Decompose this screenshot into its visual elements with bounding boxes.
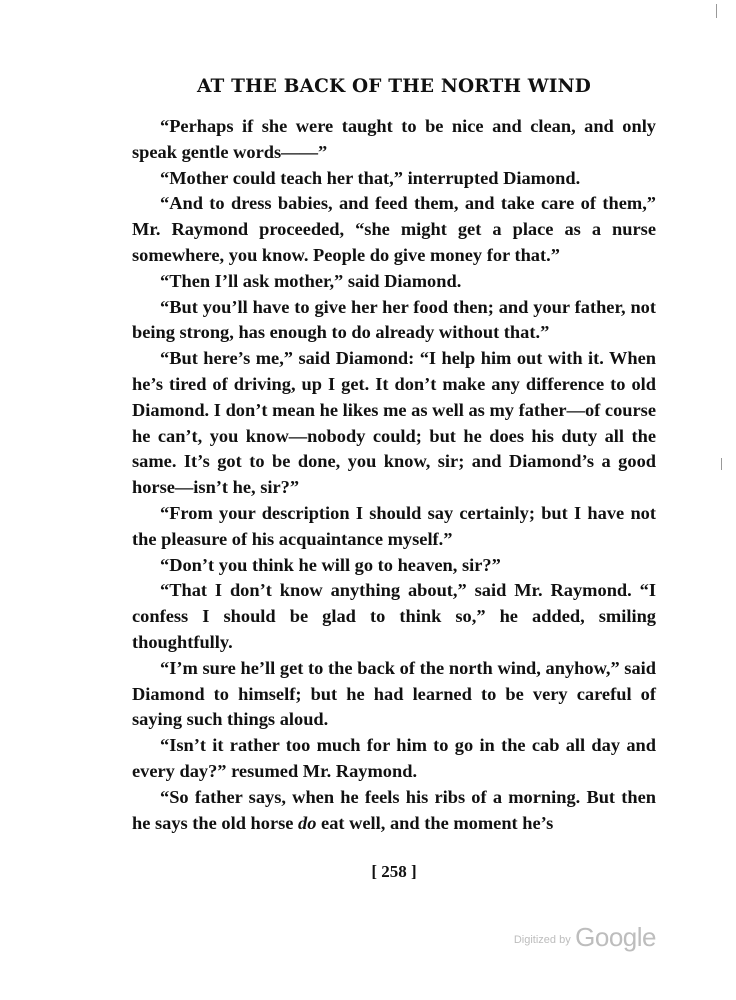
paragraph: “From your description I should say certainly; but I have not the pleasure of his acquaintance myself.”	[132, 502, 656, 549]
running-head: AT THE BACK OF THE NORTH WIND	[197, 76, 591, 97]
paragraph: “Mother could teach her that,” interrupted Diamond.	[160, 167, 581, 188]
emphasis-word: do	[298, 812, 317, 833]
scan-edge-mark	[721, 458, 722, 470]
digitized-watermark	[514, 922, 656, 953]
paragraph-text: “So father says, when he feels his ribs of a morning. But then he says the old horse	[132, 786, 656, 833]
watermark-brand: Google	[575, 922, 656, 952]
paragraph: “That I don’t know anything about,” said Mr. Raymond. “I confess I should be glad to think so,” he added, smiling thoughtfully.	[132, 580, 656, 652]
paragraph: “Then I’ll ask mother,” said Diamond.	[160, 270, 462, 291]
paragraph: “But here’s me,” said Diamond: “I help him out with it. When he’s tired of driving, up I get. It don’t make any difference to old Diamond. I don’t mean he likes me as well as my father—of course he can’t, you know—nobody could; but he does his duty all the same. It’s got to be done, you know, sir; and Diamond’s a good horse—isn’t he, sir?”	[132, 348, 656, 498]
paragraph: “Perhaps if she were taught to be nice and clean, and only speak gentle words——”	[132, 116, 656, 162]
paragraph: “And to dress babies, and feed them, and take care of them,” Mr. Raymond proceeded, “she might get a place as a nurse somewhere, you know. People do give money for that.”	[132, 193, 656, 265]
paragraph: “Don’t you think he will go to heaven, sir?”	[160, 554, 501, 575]
paragraph: “But you’ll have to give her her food then; and your father, not being strong, has enough to do already without that.”	[132, 296, 656, 343]
body-text	[132, 114, 656, 836]
paragraph-text: eat well, and the moment he’s	[316, 812, 554, 833]
paragraph: “I’m sure he’ll get to the back of the north wind, anyhow,” said Diamond to himself; but he had learned to be very careful of saying such things aloud.	[132, 657, 656, 730]
scan-edge-mark	[716, 4, 717, 18]
page-number: [ 258 ]	[371, 862, 417, 881]
watermark-prefix: Digitized by	[513, 934, 571, 946]
paragraph-last	[132, 785, 656, 837]
paragraph: “Isn’t it rather too much for him to go in the cab all day and every day?” resumed Mr. Raymond.	[132, 735, 656, 781]
